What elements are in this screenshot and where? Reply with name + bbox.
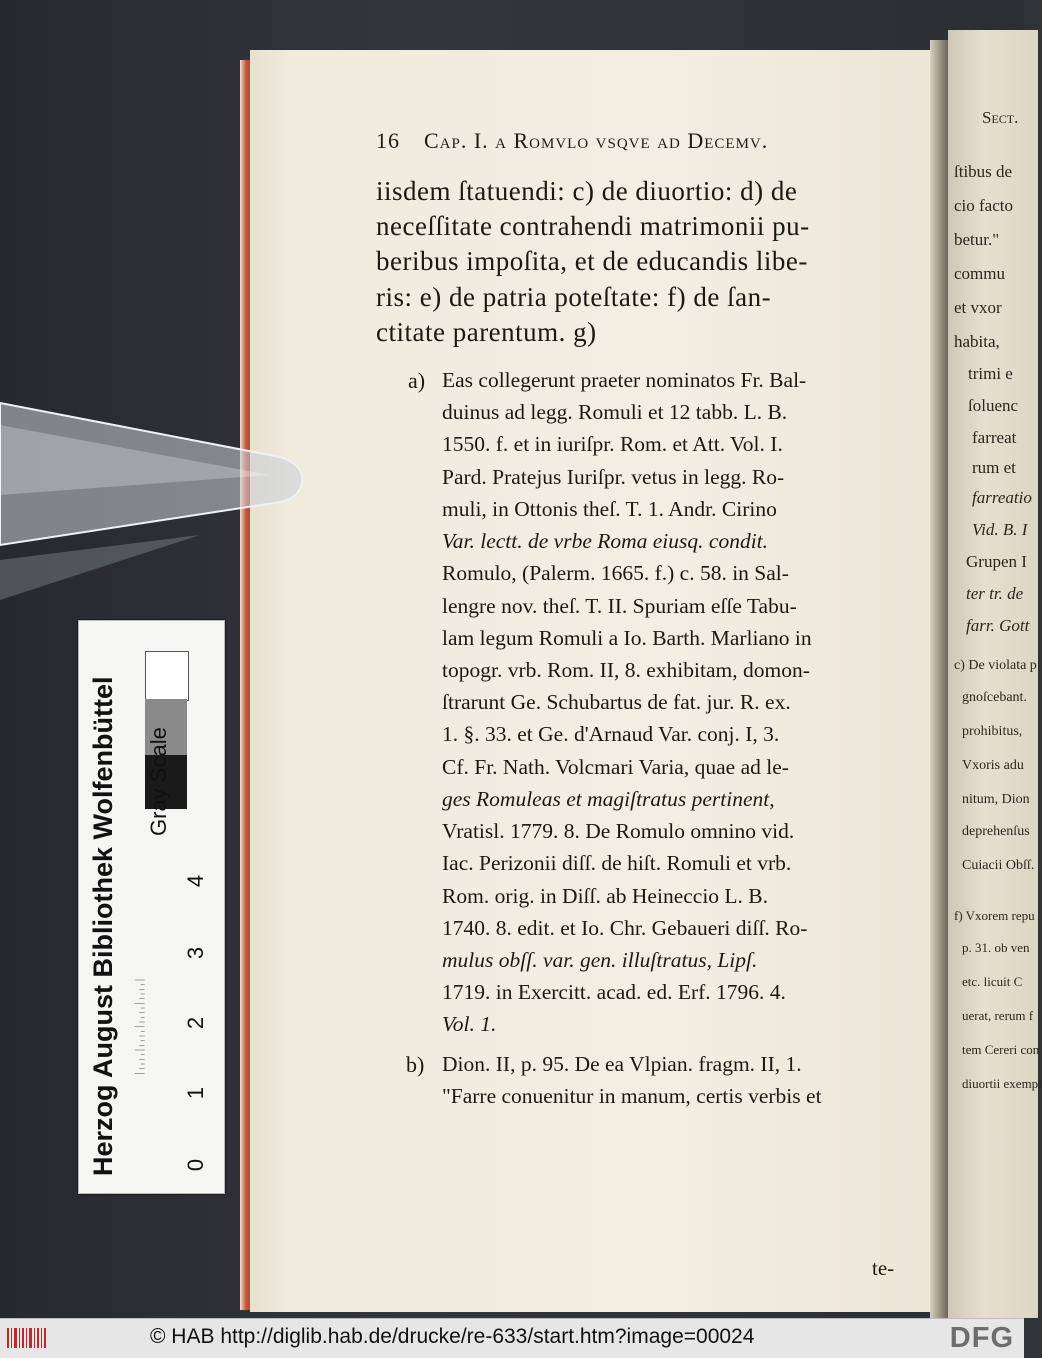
page-clip <box>0 385 300 605</box>
facing-page-line: rum et <box>972 458 1016 477</box>
facing-page-line: farreat <box>972 428 1017 447</box>
footnote-line: Var. lectt. de vrbe Roma eiusq. condit. <box>442 529 769 553</box>
facing-page-line: nitum, Dion <box>962 792 1030 807</box>
swatch-white <box>145 651 189 701</box>
facing-page-line: Sect. <box>982 108 1019 127</box>
footnote-line: Romulo, (Palerm. 1665. f.) c. 58. in Sal- <box>442 561 789 585</box>
footnote-line: 1740. 8. edit. et Io. Chr. Gebaueri diſſ. Ro- <box>442 916 808 940</box>
footnote-line: 1550. f. et in iuriſpr. Rom. et Att. Vol. I. <box>442 432 783 456</box>
footnote-line: 1. §. 33. et Ge. d'Arnaud Var. conj. I, 3. <box>442 722 780 746</box>
ruler-ticks <box>128 880 148 1180</box>
running-title: Cap. I. a Romvlo vsqve ad Decemv. <box>424 128 769 153</box>
footnote-line: Rom. orig. in Diſſ. ab Heineccio L. B. <box>442 884 769 908</box>
body-text-line: ctitate parentum. g) <box>376 317 597 347</box>
footnote-line: topogr. vrb. Rom. II, 8. exhibitam, domon- <box>442 658 810 682</box>
body-text-line: beribus impoſita, et de educandis libe- <box>376 246 808 276</box>
ruler-institution-label: Herzog August Bibliothek Wolfenbüttel <box>88 676 118 1176</box>
footnote-line: Iac. Perizonii diſſ. de hiſt. Romuli et vrb. <box>442 851 792 875</box>
footnote-line: Dion. II, p. 95. De ea Vlpian. fragm. II, 1. <box>442 1052 802 1076</box>
dfg-logo: DFG <box>949 1322 1014 1354</box>
footnote-line: muli, in Ottonis theſ. T. 1. Andr. Cirino <box>442 497 777 521</box>
footnote-line: Eas collegerunt praeter nominatos Fr. Bal- <box>442 368 807 392</box>
copyright-url[interactable]: © HAB http://diglib.hab.de/drucke/re-633/start.htm?image=00024 <box>150 1325 755 1348</box>
facing-page-line: f) Vxorem repu <box>954 908 1035 923</box>
scale-number: 2 <box>183 1016 209 1030</box>
footnote-line: lengre nov. theſ. T. II. Spuriam eſſe Tabu- <box>442 594 797 618</box>
facing-page-line: gnoſcebant. <box>962 690 1027 705</box>
scale-number: 3 <box>183 946 209 960</box>
footnote-line: lam legum Romuli a Io. Barth. Marliano in <box>442 626 812 650</box>
body-text-line: iisdem ſtatuendi: c) de diuortio: d) de <box>376 176 798 206</box>
body-text-line: ris: e) de patria poteſtate: f) de ſan- <box>376 282 772 312</box>
facing-page-line: ſtibus de <box>954 162 1013 181</box>
facing-page-line: Grupen I <box>966 552 1027 571</box>
facing-page-line: commu <box>954 264 1005 283</box>
scale-number: 1 <box>183 1086 209 1100</box>
footer-bar <box>0 1318 1024 1358</box>
footnote-line: Vratisl. 1779. 8. De Romulo omnino vid. <box>442 819 795 843</box>
facing-page-line: ter tr. de <box>966 584 1024 603</box>
footnote-line: ſtrarunt Ge. Schubartus de fat. jur. R. ex. <box>442 690 791 714</box>
barcode-icon <box>6 1325 48 1351</box>
facing-page-line: uerat, rerum f <box>962 1008 1034 1023</box>
facing-page-line: Vxoris adu <box>962 758 1024 773</box>
scale-number: 4 <box>183 874 209 888</box>
page-number: 16 <box>376 128 400 153</box>
footnote-line: Vol. 1. <box>442 1012 497 1036</box>
facing-page-line: farreatio <box>972 488 1032 507</box>
facing-page-line: Vid. B. I <box>972 520 1028 539</box>
facing-page-line: Cuiacii Obſſ. <box>962 858 1035 873</box>
body-text-line: neceſſitate contrahendi matrimonii pu- <box>376 211 810 241</box>
facing-page-line: c) De violata p <box>954 658 1037 673</box>
gray-scale-label: Gray Scale <box>146 727 171 836</box>
facing-page-line: cio facto <box>954 196 1013 215</box>
facing-page-line: trimi e <box>968 364 1013 383</box>
catchword: te- <box>872 1256 895 1280</box>
facing-page-line: prohibitus, <box>962 724 1023 739</box>
facing-page <box>948 30 1042 1318</box>
facing-page-line: et vxor <box>954 298 1002 317</box>
footnote-line: "Farre conuenitur in manum, certis verbis et <box>442 1084 822 1108</box>
facing-page-line: farr. Gott <box>966 616 1030 635</box>
footnote-marker-b: b) <box>406 1052 425 1077</box>
footnote-line: mulus obſſ. var. gen. illuſtratus, Lipſ. <box>442 948 758 972</box>
footnote-line: Pard. Pratejus Iuriſpr. vetus in legg. Ro- <box>442 465 785 489</box>
footnote-line: 1719. in Exercitt. acad. ed. Erf. 1796. 4. <box>442 980 786 1004</box>
facing-page-line: habita, <box>954 332 1000 351</box>
facing-page-line: deprehenſus <box>962 824 1030 839</box>
facing-page-line: diuortii exempl <box>962 1076 1042 1091</box>
facing-page-line: betur." <box>954 230 1000 249</box>
facing-page-line: p. 31. ob ven <box>962 940 1030 955</box>
facing-page-line: tem Cereri con <box>962 1042 1040 1057</box>
facing-page-line: ſoluenc <box>968 396 1019 415</box>
scale-number: 0 <box>183 1158 209 1172</box>
footnote-line: Cf. Fr. Nath. Volcmari Varia, quae ad le- <box>442 755 789 779</box>
running-head <box>376 128 936 158</box>
footnote-marker-a: a) <box>408 368 426 393</box>
footnote-line: ges Romuleas et magiſtratus pertinent, <box>442 787 775 811</box>
facing-page-line: etc. licuit C <box>962 974 1023 989</box>
footnote-line: duinus ad legg. Romuli et 12 tabb. L. B. <box>442 400 788 424</box>
page-edge <box>240 60 250 1310</box>
